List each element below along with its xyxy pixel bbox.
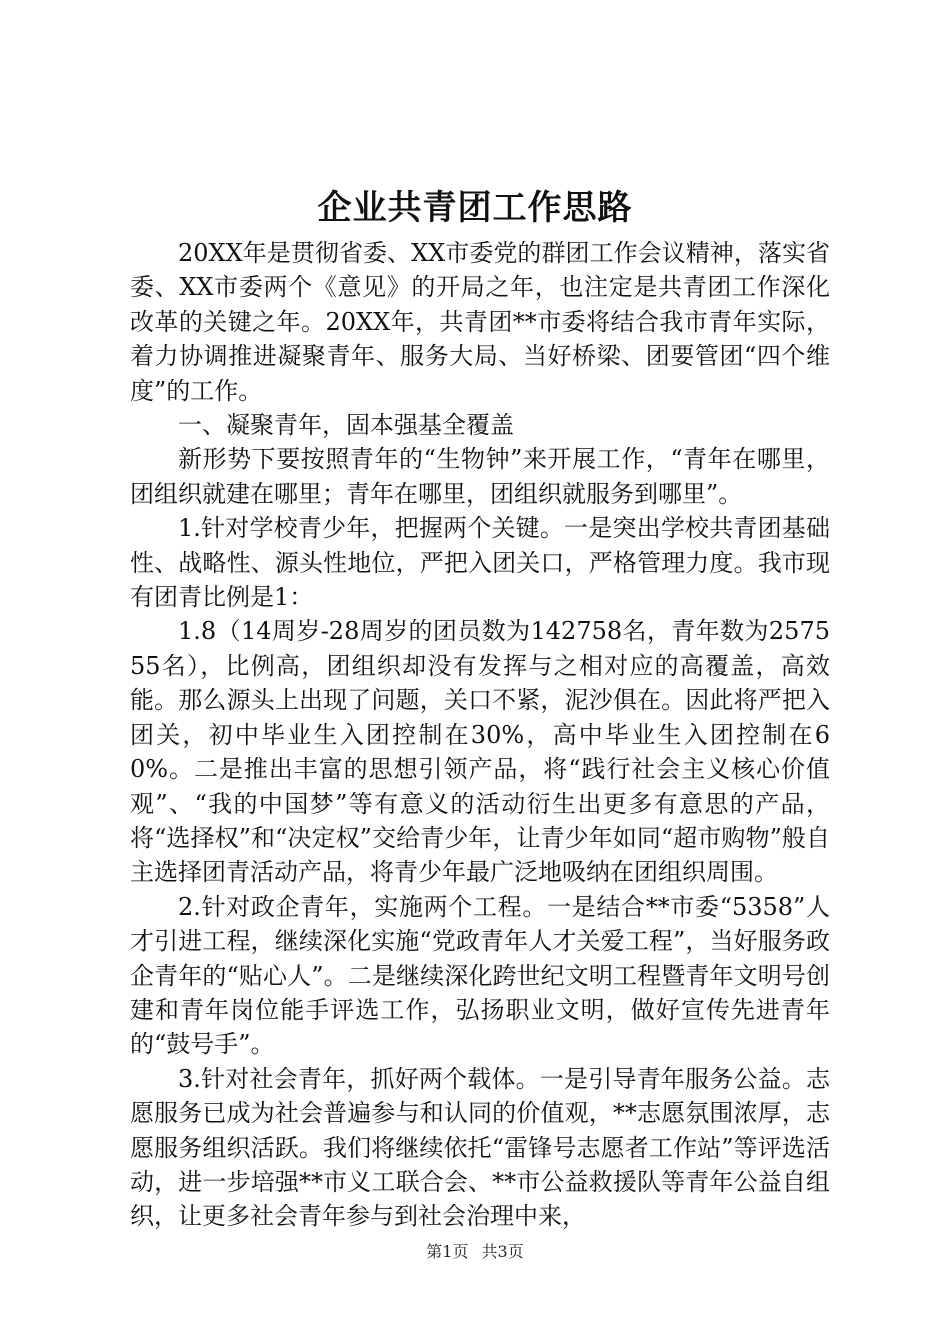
paragraph-item-2: 2.针对政企青年，实施两个工程。一是结合**市委“5358”人才引进工程，继续深化实施“党政青年人才关爱工程”，当好服务政企青年的“贴心人”。二是继续深化跨世纪文明工程暨青年文明号创建和青年岗位能手评选工作，弘扬职业文明，做好宣传先进青年的“鼓号手”。 — [130, 892, 830, 1059]
document-body — [130, 236, 830, 1234]
document-title: 企业共青团工作思路 — [317, 188, 633, 228]
paragraph-item-3: 3.针对社会青年，抓好两个载体。一是引导青年服务公益。志愿服务已成为社会普遍参与和认同的价值观，**志愿氛围浓厚，志愿服务组织活跃。我们将继续依托“雷锋号志愿者工作站”等评选活动，进一步培强**市义工联合会、**市公益救援队等青年公益自组织，让更多社会青年参与到社会治理中来， — [130, 1064, 830, 1231]
paragraph-section-1-intro: 新形势下要按照青年的“生物钟”来开展工作，“青年在哪里，团组织就建在哪里；青年在哪里，团组织就服务到哪里”。 — [130, 445, 830, 508]
paragraph-item-1: 1.针对学校青少年，把握两个关键。一是突出学校共青团基础性、战略性、源头性地位，严把入团关口，严格管理力度。我市现有团青比例是1： — [130, 514, 830, 612]
section-heading-1: 一、凝聚青年，固本强基全覆盖 — [178, 411, 514, 440]
page-number-total: 共3页 — [481, 1242, 524, 1261]
paragraph-item-1-continued: 1.8（14周岁-28周岁的团员数为142758名，青年数为257555名），比例高，团组织却没有发挥与之相对应的高覆盖，高效能。那么源头上出现了问题，关口不紧，泥沙俱在。因此将严把入团关，初中毕业生入团控制在30%，高中毕业生入团控制在60%。二是推出丰富的思想引领产品，将“践行社会主义核心价值观”、“我的中国梦”等有意义的活动衍生出更多有意思的产品，将“选择权”和“决定权”交给青少年，让青少年如同“超市购物”般自主选择团青活动产品，将青少年最广泛地吸纳在团组织周围。 — [130, 617, 830, 887]
paragraph-intro: 20XX年是贯彻省委、XX市委党的群团工作会议精神，落实省委、XX市委两个《意见》的开局之年，也注定是共青团工作深化改革的关键之年。20XX年，共青团**市委将结合我市青年实际，着力协调推进凝聚青年、服务大局、当好桥梁、团要管团“四个维度”的工作。 — [130, 239, 830, 405]
page-number-current: 第1页 — [426, 1242, 469, 1261]
page-footer — [0, 1240, 950, 1264]
